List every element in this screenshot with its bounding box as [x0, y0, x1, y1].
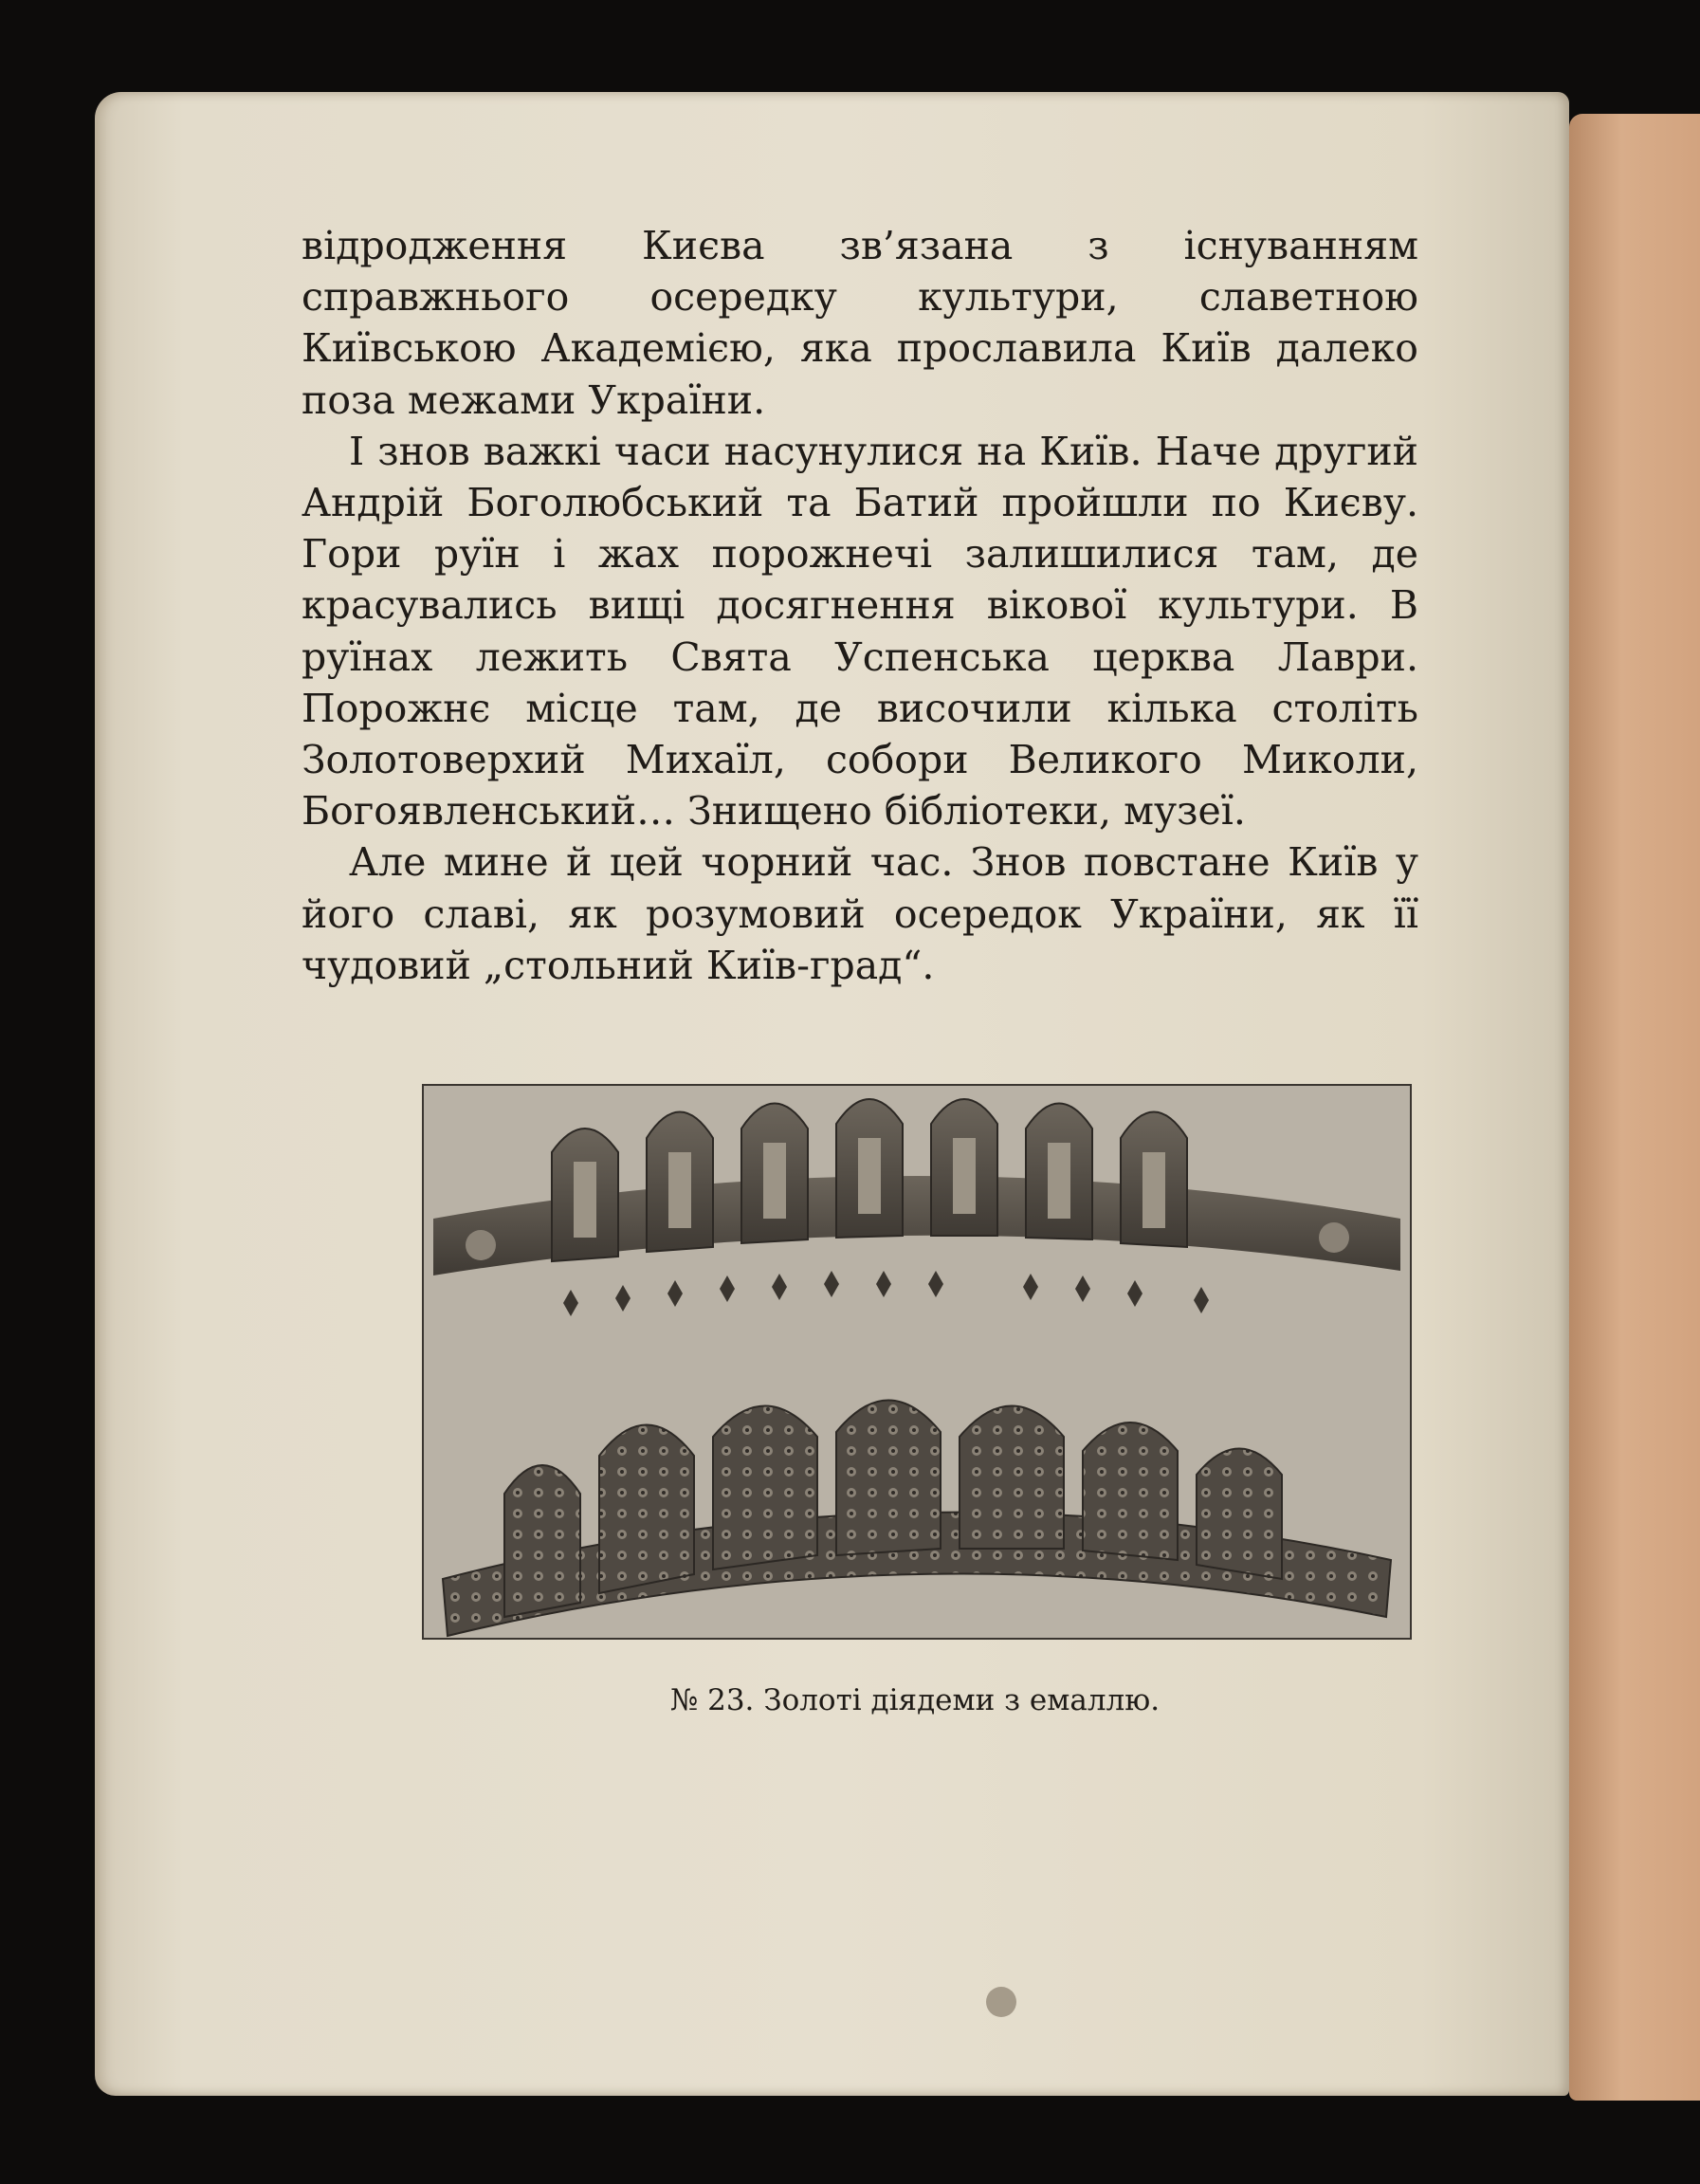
- paragraph-3: Але мине й цей чорний час. Знов повстане Київ у його славі, як розумовий осередок України, як її чудовий „стольний Київ-град“.: [302, 839, 1418, 988]
- page-stain-dot: [986, 1987, 1016, 2017]
- body-text: [302, 220, 1418, 991]
- diadem-photo: [422, 1084, 1412, 1640]
- upper-left-medallion: [466, 1230, 496, 1260]
- diadem-illustration: [424, 1086, 1410, 1638]
- next-page-edge: [1569, 114, 1700, 2101]
- paragraph-1: відродження Києва зв’язана з існуванням справжнього осередку культури, славетною Київською Академією, яка прославила Київ далеко поза межами України.: [302, 223, 1418, 423]
- paragraph-2: І знов важкі часи насунулися на Київ. Наче другий Андрій Боголюбський та Батий пройшли по Києву. Гори руїн і жах порожнечі залишилися там, де красувались вищі досягнення вікової культури. В руїнах лежить Свята Успенська церква Лаври. Порожнє місце там, де височили кілька століть Золотоверхий Михаїл, собори Великого Миколи, Богоявленський… Знищено бібліотеки, музеї.: [302, 428, 1418, 835]
- figure-caption: № 23. Золоті діядеми з емаллю.: [669, 1683, 1161, 1717]
- upper-right-medallion: [1319, 1222, 1349, 1253]
